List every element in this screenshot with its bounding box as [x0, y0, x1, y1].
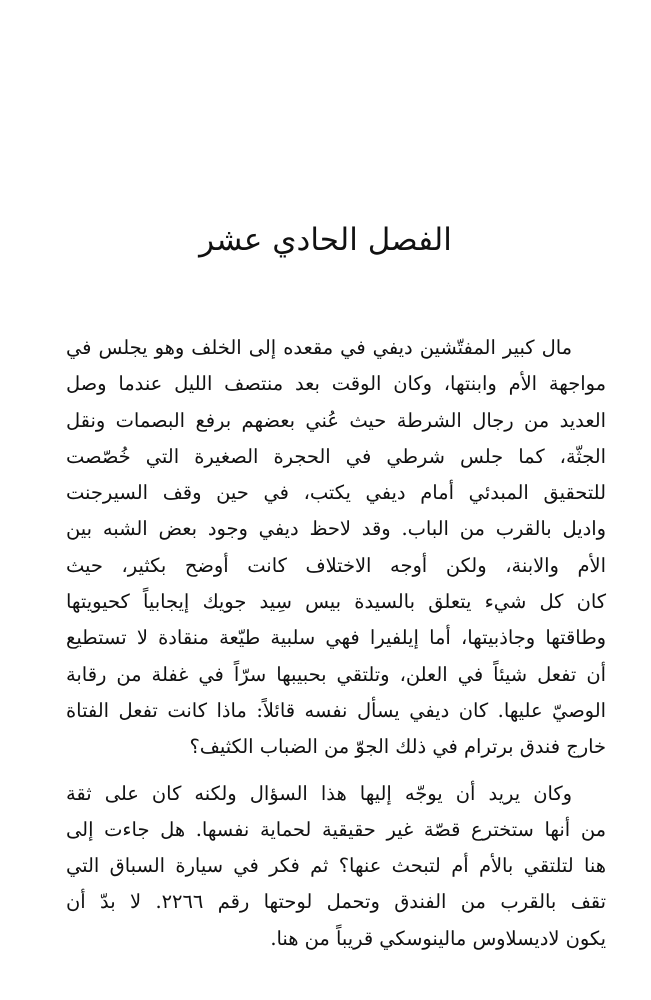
chapter-body	[66, 330, 606, 957]
text-line: مال كبير المفتّشين ديفي في مقعده إلى الخلف وهو يجلس في	[66, 336, 572, 359]
text-line: وطاقتها وجاذبيتها، أما إيلفيرا فهي سلبية طيّعة منقادة لا تستطيع	[66, 626, 606, 650]
text-line: للتحقيق المبدئي أمام ديفي يكتب، في حين وقف السيرجنت	[66, 481, 606, 505]
chapter-title: الفصل الحادي عشر	[199, 222, 452, 258]
text-line: كان كل شيء يتعلق بالسيدة بيس سِيد جويك إيجابياً كحيويتها	[66, 590, 606, 614]
text-line: العديد من رجال الشرطة حيث عُني بعضهم برفع البصمات ونقل	[66, 408, 606, 432]
paragraph-2	[66, 776, 606, 957]
text-line: من أنها ستخترع قصّة غير حقيقية لحماية نفسها. هل جاءت إلى	[66, 817, 606, 841]
text-line: الأم والابنة، ولكن أوجه الاختلاف كانت أوضح بكثير، حيث	[66, 553, 606, 577]
text-line: هنا لتلتقي بالأم أم لتبحث عنها؟ ثم فكر في سيارة السباق التي	[66, 854, 606, 878]
text-line: واديل بالقرب من الباب. وقد لاحظ ديفي وجود بعض الشبه بين	[66, 517, 606, 541]
text-line: يكون لاديسلاوس مالينوسكي قريباً من هنا.	[270, 926, 606, 950]
paragraph-1	[66, 330, 606, 766]
text-line: خارج فندق برترام في ذلك الجوّ من الضباب الكثيف؟	[189, 735, 606, 759]
text-line: مواجهة الأم وابنتها، وكان الوقت بعد منتصف الليل عندما وصل	[66, 372, 606, 396]
text-line: الجثّة، كما جلس شرطي في الحجرة الصغيرة التي خُصّصت	[66, 444, 606, 468]
text-line: تقف بالقرب من الفندق وتحمل لوحتها رقم ٢٢٦٦. لا بدّ أن	[66, 890, 606, 914]
text-line: الوصيّ عليها. كان ديفي يسأل نفسه قائلاً: ماذا كانت تفعل الفتاة	[66, 698, 606, 722]
text-line: أن تفعل شيئاً في العلن، وتلتقي بحبيبها سرّاً في غفلة من رقابة	[66, 662, 606, 686]
text-line: وكان يريد أن يوجّه إليها هذا السؤال ولكنه كان على ثقة	[66, 781, 572, 805]
